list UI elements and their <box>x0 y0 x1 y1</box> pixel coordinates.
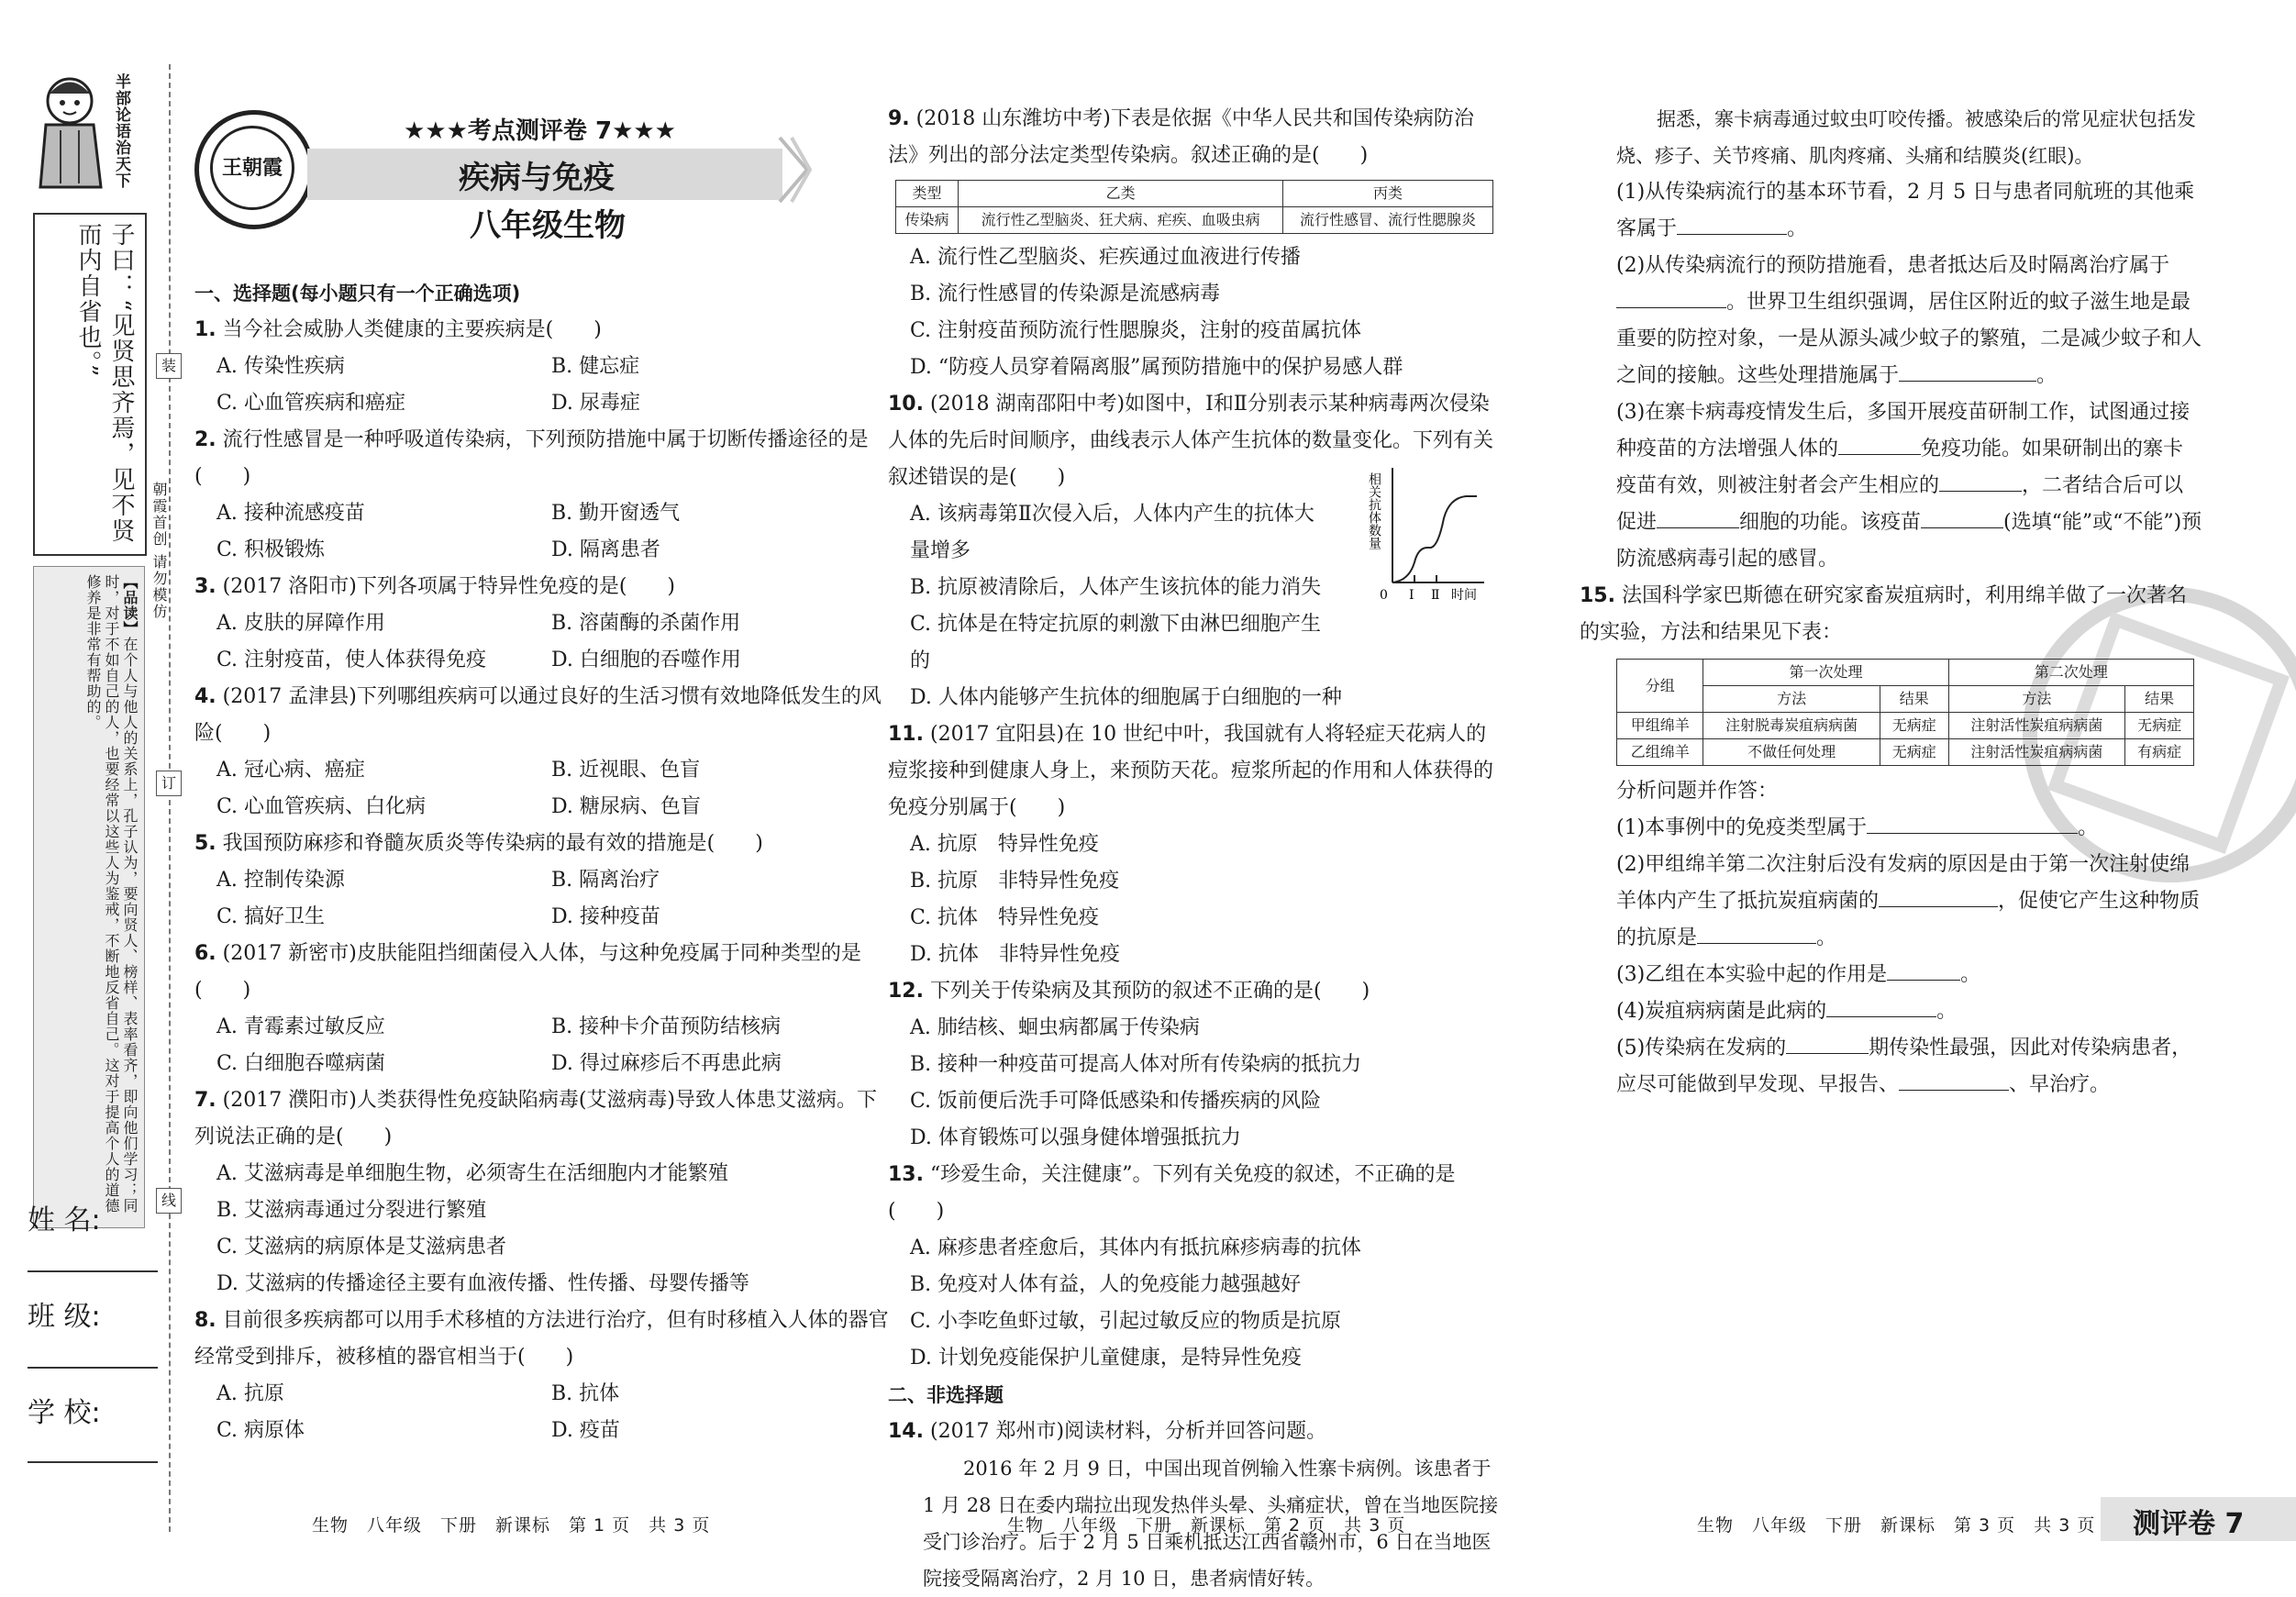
logo-text: 王朝霞 <box>210 126 294 210</box>
answer-line-2: (2)从传染病流行的预防措施看，患者抵达后及时隔离治疗属于。世界卫生组织强调，居住区附近的蚊子滋生地是最重要的防控对象，一是从源头减少蚊子的繁殖，二是减少蚊子和人之间的接触。这些处理措施属于 。 <box>1616 254 2202 387</box>
table-cell: 注射活性炭疽病病菌 <box>1948 739 2124 766</box>
footer-page-2: 生物 八年级 下册 新课标 第 2 页 共 3 页 <box>1007 1515 1406 1536</box>
copyright-note: 朝霞首创 请勿模仿 <box>150 482 168 621</box>
question-6: 6. (2017 新密市)皮肤能阻挡细菌侵入人体，与这种免疫属于同种类型的是( ) <box>194 942 861 1002</box>
left-sidebar <box>28 66 145 1214</box>
section-nonchoice: 二、非选择题 <box>888 1384 1004 1406</box>
option[interactable]: B. 溶菌酶的杀菌作用 <box>551 612 741 635</box>
reading-box <box>33 566 145 1228</box>
answer-line-1: (1)从传染病流行的基本环节看，2 月 5 日与患者同航班的其他乘客属于 。 <box>1616 181 2195 240</box>
figure-ylabel: 相关抗体数量 <box>1367 472 1381 549</box>
question-11: 11. (2017 宜阳县)在 10 世纪中叶，我国就有人将轻症天花病人的痘浆接种到健康人身上，来预防天花。痘浆所起的作用和人体获得的免疫分别属于( ) <box>888 723 1494 819</box>
option[interactable]: A. 该病毒第Ⅱ次侵入后，人体内产生的抗体大量增多 <box>910 503 1314 562</box>
question-15: 15. 法国科学家巴斯德在研究家畜炭疽病时，利用绵羊做了一次著名的实验，方法和结果见下表： <box>1580 584 2187 644</box>
option[interactable]: D. 尿毒症 <box>551 392 640 415</box>
series-chars: 半部论语治天下 <box>112 73 130 189</box>
option[interactable]: C. 注射疫苗预防流行性腮腺炎，注射的疫苗属抗体 <box>910 319 1362 342</box>
option[interactable]: B. 抗体 <box>551 1382 620 1405</box>
option[interactable]: D. 体育锻炼可以强身健体增强抵抗力 <box>910 1126 1241 1149</box>
option[interactable]: C. 注射疫苗，使人体获得免疫 <box>216 649 487 671</box>
option[interactable]: D. 计划免疫能保护儿童健康，是特异性免疫 <box>910 1347 1302 1370</box>
blank-5[interactable] <box>1939 469 2022 492</box>
option[interactable]: D. 抗体 非特异性免疫 <box>910 943 1120 966</box>
blank-10[interactable] <box>1697 921 1816 944</box>
figure-xlabel: 时间 <box>1451 588 1477 603</box>
table-header: 分组 <box>1617 660 1703 713</box>
question-9: 9. (2018 山东潍坊中考)下表是依据《中华人民共和国传染病防治法》列出的部分法定类型传染病。叙述正确的是( ) <box>888 107 1474 167</box>
option[interactable]: C. 艾滋病的病原体是艾滋病患者 <box>216 1236 507 1259</box>
answer-a3: (3)乙组在本实验中起的作用是 。 <box>1580 957 2203 993</box>
option[interactable]: A. 接种流感疫苗 <box>216 502 365 525</box>
blank-6[interactable] <box>1657 505 1739 528</box>
option[interactable]: C. 病原体 <box>216 1419 305 1442</box>
option[interactable]: A. 流行性乙型脑炎、疟疾通过血液进行传播 <box>910 246 1301 269</box>
header-series: ★★★考点测评卷 7★★★ <box>404 117 676 145</box>
table-cell: 无病症 <box>1880 739 1948 766</box>
blank-11[interactable] <box>1887 958 1960 981</box>
footer-page-1: 生物 八年级 下册 新课标 第 1 页 共 3 页 <box>312 1515 711 1536</box>
name-label: 姓 名: <box>28 1204 101 1237</box>
answer-line-3: (3)在寨卡病毒疫情发生后，多国开展疫苗研制工作，试图通过接种疫苗的方法增强人体的 免疫功能。如果研制出的寨卡疫苗有效，则被注射者会产生相应的 ，二者结合后可以促进 细胞的功能。该疫苗 (选填“能”或“不能”)预防流感病毒引起的感冒。 <box>1616 401 2202 571</box>
option[interactable]: B. 免疫对人体有益，人的免疫能力越强越好 <box>910 1273 1302 1296</box>
option[interactable]: D. 隔离患者 <box>551 538 660 561</box>
option[interactable]: A. 控制传染源 <box>216 869 345 892</box>
option[interactable]: D. 白细胞的吞噬作用 <box>551 649 741 671</box>
question-8-options <box>194 1376 892 1449</box>
question-14: 14. (2017 郑州市)阅读材料，分析并回答问题。 <box>888 1420 1327 1443</box>
question-5: 5. 我国预防麻疹和脊髓灰质炎等传染病的最有效的措施是( ) <box>194 832 763 855</box>
question-13: 13. “珍爱生命，关注健康”。下列有关免疫的叙述，不正确的是( ) <box>888 1163 1456 1223</box>
option[interactable]: D. 艾滋病的传播途径主要有血液传播、性传播、母婴传播等 <box>216 1272 749 1295</box>
table-header: 结果 <box>1880 686 1948 713</box>
option[interactable]: C. 积极锻炼 <box>216 538 326 561</box>
option[interactable]: B. 抗原 非特异性免疫 <box>910 870 1120 893</box>
blank-2[interactable] <box>1616 285 1726 308</box>
table-cell: 无病症 <box>2125 713 2194 739</box>
blank-9[interactable] <box>1879 884 1998 907</box>
question-4-options <box>194 752 892 826</box>
question-1-options <box>194 349 892 422</box>
mascot-icon <box>33 66 108 194</box>
option[interactable]: B. 接种卡介苗预防结核病 <box>551 1015 782 1038</box>
option[interactable]: D. 糖尿病、色盲 <box>551 795 701 818</box>
blank-4[interactable] <box>1838 432 1921 455</box>
option[interactable]: C. 心血管疾病和癌症 <box>216 392 406 415</box>
page-subtitle: 八年级生物 <box>470 207 626 244</box>
footer-page-3: 生物 八年级 下册 新课标 第 3 页 共 3 页 <box>1697 1515 2096 1536</box>
table-cell: 乙组绵羊 <box>1617 739 1703 766</box>
option[interactable]: D. 疫苗 <box>551 1419 620 1442</box>
question-9-table <box>895 180 1493 234</box>
option[interactable]: A. 肺结核、蛔虫病都属于传染病 <box>910 1016 1200 1039</box>
table-header: 方法 <box>1703 686 1880 713</box>
table-header: 第二次处理 <box>1948 660 2193 686</box>
table-cell: 注射活性炭疽病病菌 <box>1948 713 2124 739</box>
blank-3[interactable] <box>1899 359 2036 382</box>
answer-a4: (4)炭疽病病菌是此病的 。 <box>1580 993 2203 1030</box>
name-line[interactable] <box>28 1270 158 1272</box>
section-choice: 一、选择题(每小题只有一个正确选项) <box>194 283 521 305</box>
school-line[interactable] <box>28 1461 158 1463</box>
question-6-options <box>194 1009 892 1082</box>
question-12: 12. 下列关于传染病及其预防的叙述不正确的是( ) <box>888 980 1370 1003</box>
option[interactable]: D. 人体内能够产生抗体的细胞属于白细胞的一种 <box>910 686 1342 709</box>
confucius-quote: 子曰：“见贤思齐焉，见不贤而内自省也。” <box>74 222 135 545</box>
blank-12[interactable] <box>1826 994 1936 1017</box>
option[interactable]: C. 白细胞吞噬病菌 <box>216 1052 386 1075</box>
bind-mark-3: 线 <box>156 1188 182 1214</box>
table-cell: 无病症 <box>1880 713 1948 739</box>
option[interactable]: B. 勤开窗透气 <box>551 502 681 525</box>
school-label: 学 校: <box>28 1397 101 1429</box>
figure-tick-1: Ⅰ <box>1409 588 1414 603</box>
question-15-table <box>1616 659 2194 766</box>
question-14-material: 2016 年 2 月 9 日，中国出现首例输入性寨卡病例。该患者于 1 月 28 日在委内瑞拉出现发热伴头晕、头痛症状，曾在当地医院接受门诊治疗。后于 2 月 5 日乘机抵达江西省赣州市，6 日在当地医院接受隔离治疗，2 月 10 日，患者病情好转。 <box>923 1458 1499 1590</box>
class-label: 班 级: <box>28 1301 101 1333</box>
bind-mark-2: 订 <box>156 771 182 796</box>
column-3 <box>1580 101 2203 1103</box>
option[interactable]: D. 接种疫苗 <box>551 905 660 928</box>
question-10: 10. (2018 湖南邵阳中考)如图中，Ⅰ和Ⅱ分别表示某种病毒两次侵染人体的先后时间顺序，曲线表示人体产生抗体的数量变化。下列有关叙述错误的是( ) <box>888 393 1494 489</box>
brand-logo <box>194 110 314 229</box>
option[interactable]: C. 搞好卫生 <box>216 905 326 928</box>
question-10-body <box>888 472 1503 716</box>
option[interactable]: B. 流行性感冒的传染源是流感病毒 <box>910 283 1221 305</box>
bind-mark-1: 装 <box>156 353 182 379</box>
table-cell: 不做任何处理 <box>1703 739 1880 766</box>
page-title: 疾病与免疫 <box>459 160 615 196</box>
option[interactable]: A. 冠心病、癌症 <box>216 759 365 782</box>
table-header: 方法 <box>1948 686 2124 713</box>
blank-14[interactable] <box>1899 1068 2009 1091</box>
option[interactable]: B. 近视眼、色盲 <box>551 759 701 782</box>
column-1 <box>194 275 892 1449</box>
option[interactable]: A. 麻疹患者痊愈后，其体内有抵抗麻疹病毒的抗体 <box>910 1237 1361 1259</box>
question-8: 8. 目前很多疾病都可以用手术移植的方法进行治疗，但有时移植入人体的器官经常受到排斥，被移植的器官相当于( ) <box>194 1309 889 1369</box>
answer-a2: (2)甲组绵羊第二次注射后没有发病的原因是由于第一次注射使绵羊体内产生了抵抗炭疽病菌的 ，促使它产生这种物质的抗原是 。 <box>1616 853 2201 949</box>
table-cell: 流行性感冒、流行性腮腺炎 <box>1283 207 1493 234</box>
question-4: 4. (2017 孟津县)下列哪组疾病可以通过良好的生活习惯有效地降低发生的风险( ) <box>194 685 882 745</box>
option[interactable]: A. 艾滋病毒是单细胞生物，必须寄生在活细胞内才能繁殖 <box>216 1162 728 1185</box>
option[interactable]: A. 青霉素过敏反应 <box>216 1015 385 1038</box>
table-cell: 流行性乙型脑炎、狂犬病、疟疾、血吸虫病 <box>959 207 1283 234</box>
option[interactable]: D. “防疫人员穿着隔离服”属预防措施中的保护易感人群 <box>910 356 1403 379</box>
option[interactable]: A. 抗原 特异性免疫 <box>910 833 1099 856</box>
table-header: 乙类 <box>959 181 1283 207</box>
reading-text <box>83 574 139 1216</box>
option[interactable]: C. 抗体 特异性免疫 <box>910 906 1100 929</box>
table-cell: 甲组绵羊 <box>1617 713 1703 739</box>
blank-13[interactable] <box>1786 1031 1869 1054</box>
binding-line <box>169 64 171 1532</box>
figure-tick-2: Ⅱ <box>1431 588 1440 603</box>
option[interactable]: B. 艾滋病毒通过分裂进行繁殖 <box>216 1199 487 1222</box>
reading-body: 在个人与他人的关系上，孔子认为，要向贤人、榜样、表率看齐，即向他们学习；同时，对于不如自己的人，也要经常以这些人为鉴戒，不断地反省自己。这对于提高个人的道德修养是非常有帮助的。 <box>84 574 139 1214</box>
option[interactable]: C. 心血管疾病、白化病 <box>216 795 427 818</box>
table-header: 类型 <box>896 181 959 207</box>
blank-1[interactable] <box>1677 212 1787 235</box>
option[interactable]: D. 得过麻疹后不再患此病 <box>551 1052 782 1075</box>
table-header: 第一次处理 <box>1703 660 1948 686</box>
option[interactable]: C. 抗体是在特定抗原的刺激下由淋巴细胞产生的 <box>910 613 1322 672</box>
option[interactable]: B. 健忘症 <box>551 355 640 378</box>
reading-title: 【品读】 <box>121 574 139 637</box>
decorative-ribbon-icon <box>775 128 812 215</box>
option[interactable]: B. 隔离治疗 <box>551 869 660 892</box>
quote-box <box>33 213 147 556</box>
figure-origin: 0 <box>1380 588 1388 603</box>
table-cell: 注射脱毒炭疽病病菌 <box>1703 713 1880 739</box>
question-7: 7. (2017 濮阳市)人类获得性免疫缺陷病毒(艾滋病毒)导致人体患艾滋病。下列说法正确的是( ) <box>194 1089 877 1148</box>
blank-8[interactable] <box>1867 811 2078 834</box>
blank-7[interactable] <box>1921 505 2003 528</box>
antibody-curve-figure <box>1356 454 1493 610</box>
material-continued: 据悉，寨卡病毒通过蚊虫叮咬传播。被感染后的常见症状包括发烧、疹子、关节疼痛、肌肉疼痛、头痛和结膜炎(红眼)。 <box>1616 108 2196 167</box>
table-cell: 有病症 <box>2125 739 2194 766</box>
answer-a5: (5)传染病在发病的 期传染性最强，因此对传染病患者，应尽可能做到早发现、早报告、 、早治疗。 <box>1580 1030 2203 1103</box>
option[interactable]: A. 皮肤的屏障作用 <box>216 612 385 635</box>
question-3: 3. (2017 洛阳市)下列各项属于特异性免疫的是( ) <box>194 575 675 598</box>
question-2: 2. 流行性感冒是一种呼吸道传染病，下列预防措施中属于切断传播途径的是( ) <box>194 428 869 488</box>
option[interactable]: C. 小李吃鱼虾过敏，引起过敏反应的物质是抗原 <box>910 1310 1342 1333</box>
question-3-options <box>194 605 892 679</box>
answer-a1: (1)本事例中的免疫类型属于 。 <box>1580 810 2203 847</box>
analyze-prompt: 分析问题并作答： <box>1616 780 1779 803</box>
question-2-options <box>194 495 892 569</box>
table-header: 丙类 <box>1283 181 1493 207</box>
option[interactable]: B. 接种一种疫苗可提高人体对所有传染病的抵抗力 <box>910 1053 1362 1076</box>
option[interactable]: A. 传染性疾病 <box>216 355 345 378</box>
class-line[interactable] <box>28 1367 158 1369</box>
table-header: 结果 <box>2125 686 2194 713</box>
option[interactable]: A. 抗原 <box>216 1382 284 1405</box>
question-1: 1. 当今社会威胁人类健康的主要疾病是( ) <box>194 318 602 341</box>
column-2 <box>888 101 1503 1597</box>
table-cell: 传染病 <box>896 207 959 234</box>
question-5-options <box>194 862 892 936</box>
corner-label: 测评卷 7 <box>2133 1508 2245 1540</box>
option[interactable]: B. 抗原被清除后，人体产生该抗体的能力消失 <box>910 576 1322 599</box>
option[interactable]: C. 饭前便后洗手可降低感染和传播疾病的风险 <box>910 1090 1322 1113</box>
